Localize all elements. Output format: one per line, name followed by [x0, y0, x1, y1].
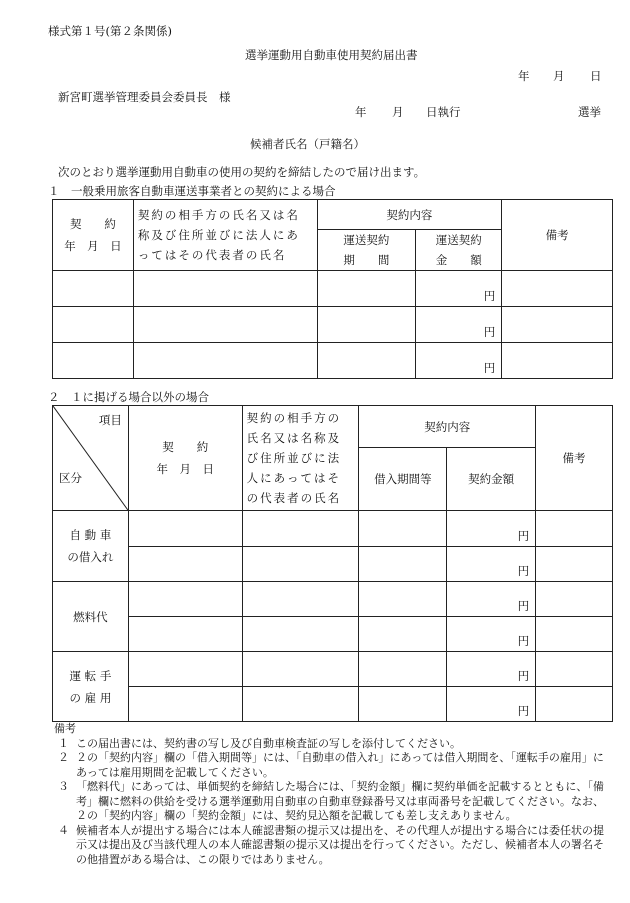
- category-text: 自 動 車: [69, 528, 112, 542]
- date-year: 年: [518, 69, 530, 83]
- yen-label: 円: [517, 599, 530, 613]
- s1-header-remarks: 備考: [502, 200, 613, 271]
- s1-amount-cell[interactable]: [416, 343, 502, 379]
- note-text: 「燃料代」にあっては、単価契約を締結した場合には、「契約金額」欄に契約単価を記載するとともに、「備考」欄に燃料の供給を受ける選挙運動用自動車の自動車登録番号又は車両番号を記載してください。なお、２の「契約内容」欄の「契約金額」には、契約見込額を記載しても差し支えありません。: [76, 780, 604, 822]
- notes-section: [48, 722, 613, 867]
- note-number: ３: [58, 780, 69, 793]
- s2-cell[interactable]: [242, 617, 359, 652]
- s2-header-period: 借入期間等: [359, 448, 447, 511]
- s1-cell[interactable]: [53, 343, 134, 379]
- s2-header-content: 契約内容: [359, 406, 536, 448]
- yen-label: 円: [517, 669, 530, 683]
- note-number: １: [58, 736, 69, 750]
- s1-cell[interactable]: [317, 307, 416, 343]
- s1-cell[interactable]: [502, 307, 613, 343]
- date-day: 日: [590, 69, 602, 83]
- s1-date-label-1: 契 約: [69, 217, 116, 231]
- s2-cell[interactable]: [128, 511, 242, 547]
- s1-header-content: 契約内容: [317, 200, 502, 230]
- s2-cell[interactable]: [359, 582, 447, 617]
- s2-cell[interactable]: [128, 652, 242, 687]
- section1-heading: １ 一般乗用旅客自動車運送事業者との契約による場合: [48, 184, 336, 198]
- date-month: 月: [553, 69, 565, 83]
- intro-text: 次のとおり選挙運動用自動車の使用の契約を締結したので届け出ます。: [58, 165, 426, 179]
- s2-header-diagonal: [53, 406, 129, 511]
- s2-cell[interactable]: [359, 617, 447, 652]
- s2-header-party: 契約の相手方の氏名又は名称及び住所並びに法人にあってはその代表者の氏名: [242, 406, 359, 511]
- note-text: 候補者本人が提出する場合には本人確認書類の提示又は提出を、その代理人が提出する場合には委任状の提示又は提出及び当該代理人の本人確認書類の提示又は提出を行ってください。ただし、候補者本人の署名その他措置がある場合は、この限りではありません。: [76, 823, 604, 866]
- s2-cell[interactable]: [242, 582, 359, 617]
- note-number: ４: [58, 823, 69, 837]
- category-text: 運 転 手: [69, 668, 112, 683]
- note-item: [48, 737, 613, 752]
- s2-cell[interactable]: [242, 687, 359, 722]
- s2-cell[interactable]: [536, 582, 613, 617]
- s1-amount-label-2: 金 額: [435, 253, 482, 267]
- s1-amount-cell[interactable]: [416, 271, 502, 307]
- yen-label: 円: [483, 325, 496, 339]
- table-row: [53, 652, 613, 687]
- yen-label: 円: [483, 361, 496, 375]
- s2-cell[interactable]: [359, 511, 447, 547]
- table-row: [53, 547, 613, 582]
- s1-period-label-1: 運送契約: [343, 233, 390, 247]
- s2-cell[interactable]: [128, 687, 242, 722]
- addressee: 新宮町選挙管理委員会委員長 様: [58, 90, 231, 104]
- section2-table: [52, 405, 613, 722]
- item-label: 項目: [98, 413, 122, 427]
- s2-amount-cell[interactable]: [447, 687, 536, 722]
- s2-cell[interactable]: [359, 547, 447, 582]
- s2-cell[interactable]: [536, 687, 613, 722]
- s2-cell[interactable]: [242, 511, 359, 547]
- election-month: 月: [392, 105, 404, 119]
- s1-cell[interactable]: [133, 271, 317, 307]
- s2-cell[interactable]: [242, 547, 359, 582]
- form-number: 様式第１号(第２条関係): [48, 24, 172, 38]
- category-label: 区分: [59, 471, 82, 485]
- s2-cell[interactable]: [242, 652, 359, 687]
- s1-header-date: [53, 200, 134, 271]
- table-row: [53, 271, 613, 307]
- note-item: [48, 751, 613, 780]
- table-row: [53, 582, 613, 617]
- note-number: ２: [58, 751, 69, 764]
- candidate-name-label: 候補者氏名（戸籍名）: [250, 137, 365, 151]
- s2-cell[interactable]: [359, 687, 447, 722]
- s2-cell[interactable]: [536, 617, 613, 652]
- s1-header-period: [317, 230, 416, 271]
- s1-cell[interactable]: [502, 271, 613, 307]
- yen-label: 円: [517, 564, 530, 578]
- s1-date-label-2: 年 月 日: [64, 239, 122, 253]
- election-day-exec: 日執行: [426, 105, 461, 119]
- s2-cell[interactable]: [128, 617, 242, 652]
- s2-cell[interactable]: [359, 652, 447, 687]
- yen-label: 円: [517, 634, 530, 648]
- s1-cell[interactable]: [53, 271, 134, 307]
- election-year: 年: [355, 105, 367, 119]
- note-item: [48, 780, 613, 824]
- s2-amount-cell[interactable]: [447, 547, 536, 582]
- category-text: 燃料代: [73, 609, 108, 624]
- table-row: [53, 687, 613, 722]
- s2-cell[interactable]: [128, 582, 242, 617]
- table-row: [53, 343, 613, 379]
- s2-cell[interactable]: [536, 652, 613, 687]
- s2-header-remarks: 備考: [536, 406, 613, 511]
- yen-label: 円: [517, 529, 530, 543]
- s2-cell[interactable]: [536, 547, 613, 582]
- s1-period-label-2: 期 間: [343, 253, 390, 267]
- s2-amount-cell[interactable]: [447, 511, 536, 547]
- s1-cell[interactable]: [133, 343, 317, 379]
- s2-category-fuel: [53, 582, 129, 652]
- category-text: の 雇 用: [69, 690, 112, 705]
- s2-amount-cell[interactable]: [447, 617, 536, 652]
- form-title: 選挙運動用自動車使用契約届出書: [245, 48, 418, 62]
- s1-header-amount: [416, 230, 502, 271]
- s2-category-driver: [53, 652, 129, 722]
- notes-heading: 備考: [54, 722, 76, 735]
- yen-label: 円: [517, 704, 530, 718]
- s2-amount-cell[interactable]: [447, 652, 536, 687]
- yen-label: 円: [483, 289, 496, 303]
- election-label: 選挙: [578, 105, 601, 119]
- s1-cell[interactable]: [502, 343, 613, 379]
- note-text: この届出書には、契約書の写し及び自動車検査証の写しを添付してください。: [76, 736, 461, 750]
- s1-cell[interactable]: [53, 307, 134, 343]
- s2-header-date: [128, 406, 242, 511]
- note-item: [48, 824, 613, 868]
- s1-amount-cell[interactable]: [416, 307, 502, 343]
- s2-amount-cell[interactable]: [447, 582, 536, 617]
- s1-cell[interactable]: [133, 307, 317, 343]
- s2-header-amount: 契約金額: [447, 448, 536, 511]
- category-text: の借入れ: [67, 550, 114, 564]
- section2-heading: ２ １に掲げる場合以外の場合: [48, 390, 209, 404]
- note-text: ２の「契約内容」欄の「借入期間等」には、「自動車の借入れ」にあっては借入期間を、「運転手の雇用」にあっては雇用期間を記載してください。: [76, 751, 604, 779]
- s1-cell[interactable]: [317, 271, 416, 307]
- section1-table: [52, 199, 613, 379]
- s2-category-vehicle: [53, 511, 129, 582]
- s1-amount-label-1: 運送契約: [435, 233, 482, 247]
- s2-date-label-2: 年 月 日: [156, 462, 214, 476]
- s1-cell[interactable]: [317, 343, 416, 379]
- s2-date-label-1: 契 約: [162, 440, 209, 454]
- table-row: [53, 307, 613, 343]
- s2-cell[interactable]: [536, 511, 613, 547]
- s2-cell[interactable]: [128, 547, 242, 582]
- table-row: [53, 617, 613, 652]
- s1-header-party: 契約の相手方の氏名又は名称及び住所並びに法人にあってはその代表者の氏名: [133, 200, 317, 271]
- table-row: [53, 511, 613, 547]
